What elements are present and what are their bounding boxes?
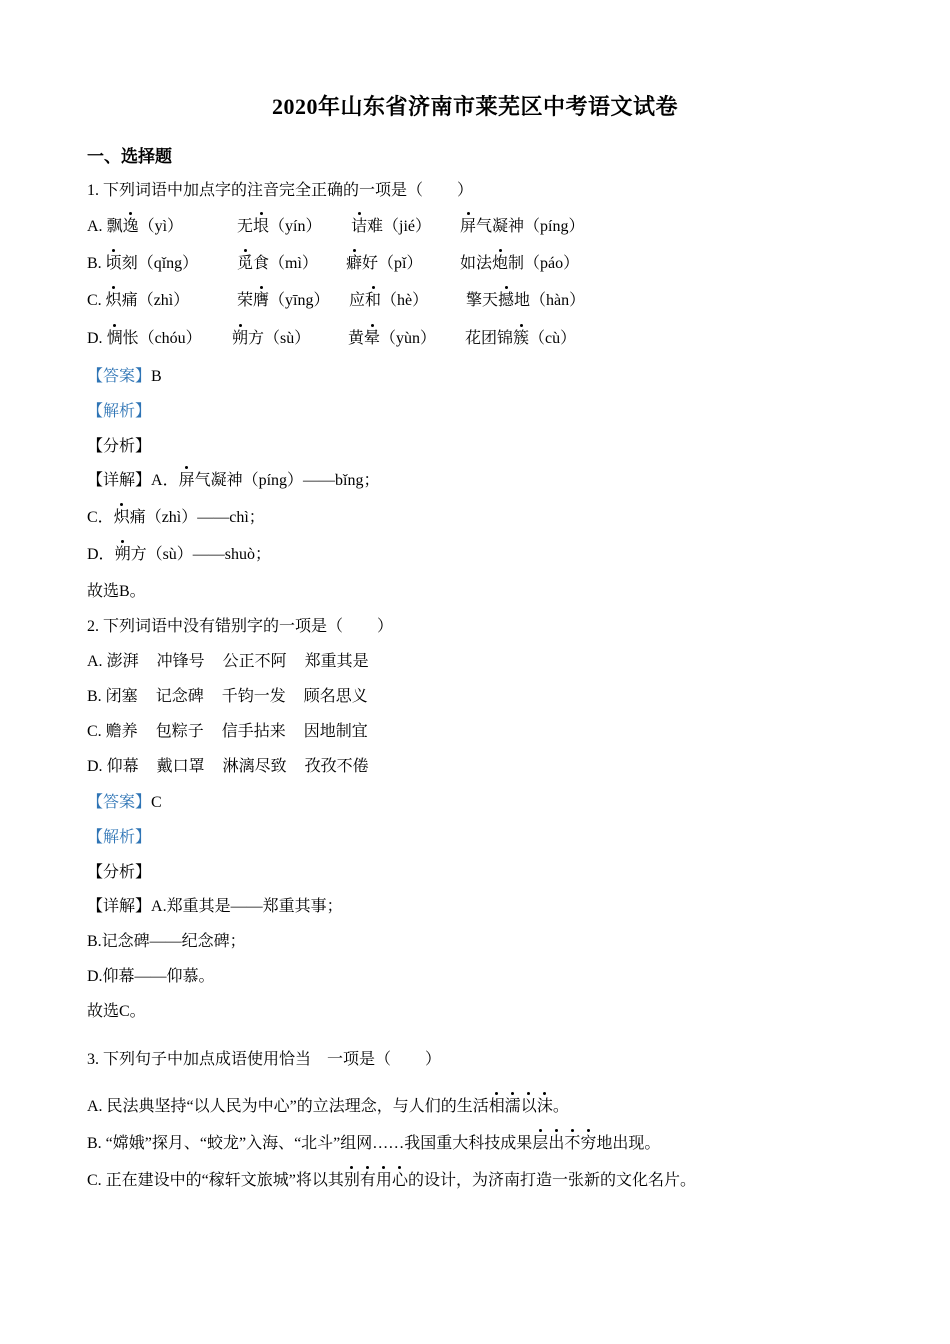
q2-option-b: B. 闭塞 记念碑 千钧一发 顾名思义	[87, 688, 368, 705]
dotted-char: 和	[365, 290, 381, 312]
q1-answer: 【答案】B	[87, 368, 162, 385]
dotted-char: 穷	[580, 1133, 596, 1155]
q2-answer: 【答案】C	[87, 794, 162, 811]
dotted-char: 炮	[492, 253, 508, 275]
dotted-char: 屏	[460, 216, 476, 238]
q1-detail-3: D．朔方（sù）——shuò；	[87, 544, 271, 566]
q1-detail-1: 【详解】A．屏气凝神（píng）——bǐng；	[87, 470, 380, 492]
dotted-char: 屏	[179, 470, 195, 492]
dotted-char: 出	[548, 1133, 564, 1155]
dotted-char: 炽	[114, 507, 130, 529]
q1-fenxi: 【分析】	[87, 438, 152, 455]
dotted-char: 簇	[513, 328, 529, 350]
q1-option-a: A. 飘逸（yì） 无垠（yín） 诘难（jié） 屏气凝神（píng）	[87, 216, 647, 238]
dotted-char: 觅	[237, 253, 253, 275]
dotted-char: 膺	[253, 290, 269, 312]
q3-option-c: C. 正在建设中的“稼轩文旅城”将以其别有用心的设计，为济南打造一张新的文化名片。	[87, 1170, 696, 1192]
dotted-char: 顷	[106, 253, 122, 275]
dotted-char: 心	[392, 1170, 408, 1192]
q3-stem: 3. 下列句子中加点成语使用恰当 一项是（ ）	[87, 1051, 442, 1068]
dotted-char: 濡	[505, 1096, 521, 1118]
dotted-char: 炽	[106, 290, 122, 312]
section-heading: 一、选择题	[87, 147, 172, 166]
dotted-char: 相	[489, 1096, 505, 1118]
q1-option-d: D. 惆怅（chóu） 朔方（sù） 黄晕（yùn） 花团锦簇（cù）	[87, 328, 647, 350]
dotted-char: 别	[344, 1170, 360, 1192]
dotted-char: 用	[376, 1170, 392, 1192]
dotted-char: 垠	[253, 216, 269, 238]
dotted-char: 层	[532, 1133, 548, 1155]
q1-conclusion: 故选B。	[87, 583, 146, 600]
q2-detail-3: D.仰幕——仰慕。	[87, 968, 215, 985]
q2-option-c: C. 赡养 包粽子 信手拈来 因地制宜	[87, 723, 368, 740]
q1-detail-2: C．炽痛（zhì）——chì；	[87, 507, 265, 529]
dotted-char: 惆	[107, 328, 123, 350]
dotted-char: 逸	[123, 216, 139, 238]
q2-detail-2: B.记念碑——纪念碑；	[87, 933, 246, 950]
q1-stem: 1. 下列词语中加点字的注音完全正确的一项是（ ）	[87, 182, 474, 199]
q3-option-a: A. 民法典坚持“以人民为中心”的立法理念，与人们的生活相濡以沫。	[87, 1096, 569, 1118]
q2-fenxi: 【分析】	[87, 864, 152, 881]
dotted-char: 朔	[232, 328, 248, 350]
dotted-char: 沫	[537, 1096, 553, 1118]
q1-analysis-link[interactable]: 【解析】	[87, 403, 152, 420]
dotted-char: 撼	[498, 290, 514, 312]
q2-option-a: A. 澎湃 冲锋号 公正不阿 郑重其是	[87, 653, 369, 670]
dotted-char: 以	[521, 1096, 537, 1118]
dotted-char: 不	[564, 1133, 580, 1155]
dotted-char: 晕	[364, 328, 380, 350]
page-title: 2020年山东省济南市莱芜区中考语文试卷	[271, 94, 678, 119]
dotted-char: 朔	[115, 544, 131, 566]
q1-option-c: C. 炽痛（zhì） 荣膺（yīng） 应和（hè） 擎天撼地（hàn）	[87, 290, 647, 312]
dotted-char: 诘	[351, 216, 367, 238]
q2-detail-1: 【详解】A.郑重其是——郑重其事；	[87, 898, 343, 915]
dotted-char: 有	[360, 1170, 376, 1192]
q2-option-d: D. 仰幕 戴口罩 淋漓尽致 孜孜不倦	[87, 758, 369, 775]
q3-option-b: B. “嫦娥”探月、“蛟龙”入海、“北斗”组网……我国重大科技成果层出不穷地出现。	[87, 1133, 660, 1155]
q2-stem: 2. 下列词语中没有错别字的一项是（ ）	[87, 618, 394, 635]
dotted-char: 癖	[346, 253, 362, 275]
q1-option-b: B. 顷刻（qǐng） 觅食（mì） 癖好（pǐ） 如法炮制（páo）	[87, 253, 647, 275]
q2-analysis-link[interactable]: 【解析】	[87, 829, 152, 846]
q2-conclusion: 故选C。	[87, 1003, 146, 1020]
